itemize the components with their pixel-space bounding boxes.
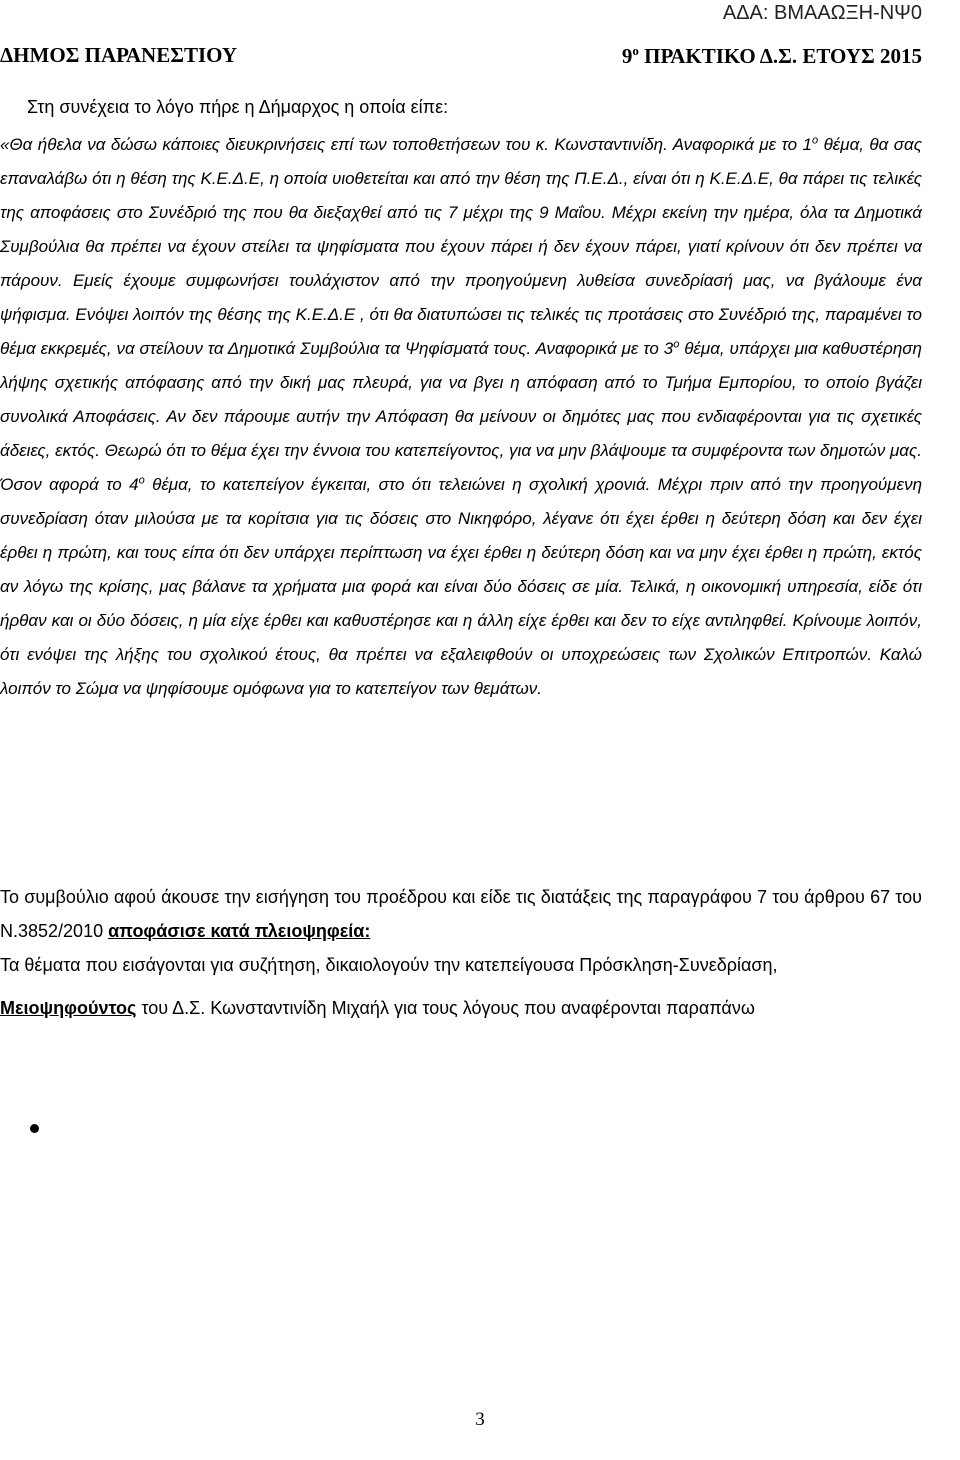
speech-superscript-1: ο [812,134,819,147]
council-decision [0,880,922,1025]
speech-text-1: «Θα ήθελα να δώσω κάποιες διευκρινήσεις επί των τοποθετήσεων του κ. Κωνσταντινίδη. Αναφορικά με το 1 [0,135,813,154]
ada-code: ΑΔΑ: ΒΜΑΑΩΞΗ-ΝΨ0 [722,2,922,24]
speech-text-4: θέμα, το κατεπείγον έγκειται, στο ότι τελειώνει η σχολική χρονιά. Μέχρι πριν από την προηγούμενη συνεδρίαση όταν μιλούσα με τα κορίτσια για τις δόσεις στο Νικηφόρο, λέγανε ότι έχει έρθει η δεύτερη δόση και δεν έχει έρθει η πρώτη, και τους είπα ότι δεν υπάρχει περίπτωση να έχει έρθει η δεύτερη δόση και να μην έχει έρθει η πρώτη, εκτός αν λόγω της κρίσης, μας βάλανε τα χρήματα μια φορά και είναι δύο δόσεις σε μία. Τελικά, η οικονομική υπηρεσία, είδε ότι ήρθαν και οι δύο δόσεις, η μία είχε έρθει και καθυστέρησε και η άλλη είχε έρθει και δεν το είχε αντιληφθεί. Κρίνουμε λοιπόν, ότι ενόψει της λήξης του σχολικού έτους, θα πρέπει να εξαλειφθούν οι υποχρεώσεις των Σχολικών Επιτροπών. Καλώ λοιπόν το Σώμα να ψηφίσουμε ομόφωνα για το κατεπείγον των θεμάτων. [0,475,923,698]
municipality-name: ΔΗΜΟΣ ΠΑΡΑΝΕΣΤΙΟΥ [0,43,238,67]
speech-text-2: θέμα, θα σας επαναλάβω ότι η θέση της Κ.Ε.Δ.Ε, η οποία υιοθετείται και από την θέση της Π.Ε.Δ., είναι ότι η Κ.Ε.Δ.Ε, θα πάρει τις τελικές της αποφάσεις στο Συνέδριό της που θα διεξαχθεί από τις 7 μέχρι της 9 Μαΐου. Μέχρι εκείνη την ημέρα, όλα τα Δημοτικά Συμβούλια θα πρέπει να έχουν στείλει τα ψηφίσματα που έχουν πάρει ή δεν έχουν πάρει, γιατί κρίνουν ότι δεν πρέπει να πάρουν. Εμείς έχουμε συμφωνήσει τουλάχιστον από την προηγούμενη λυθείσα συνεδρίασή μας, να βγάλουμε ένα ψήφισμα. Ενόψει λοιπόν της θέσης της Κ.Ε.Δ.Ε , ότι θα διατυπώσει τις τελικές τις προτάσεις στο Συνέδριό της, παραμένει το θέμα εκκρεμές, να στείλουν τα Δημοτικά Συμβούλια τα Ψηφίσματά τους. Αναφορικά με το 3 [0,135,922,358]
decision-paragraph-2: Τα θέματα που εισάγονται για συζήτηση, δικαιολογούν την κατεπείγουσα Πρόσκληση-Συνεδρίαση, [0,955,778,975]
decision-outcome: αποφάσισε κατά πλειοψηφεία: [108,921,371,941]
mayor-speech [0,128,922,706]
decision-paragraph-1 [0,880,922,948]
speech-text-3: θέμα, υπάρχει μια καθυστέρηση λήψης σχετικής απόφασης από την δική μας πλευρά, για να βγει η απόφαση από το Τμήμα Εμπορίου, το οποίο βγάζει συνολικά Αποφάσεις. Αν δεν πάρουμε αυτήν την Απόφαση θα μείνουν οι δημότες μας που ενδιαφέρονται για τις σχετικές άδειες, εκτός. Θεωρώ ότι το θέμα έχει την έννοια του κατεπείγοντος, για να μην βλάψουμε τα συμφέροντα των δημοτών μας. Όσον αφορά το 4 [0,339,923,494]
speech-paragraph [0,128,922,706]
minority-vote-label: Μειοψηφούντος [0,998,137,1018]
minority-vote-text: του Δ.Σ. Κωνσταντινίδη Μιχαήλ για τους λόγους που αναφέρονται παραπάνω [136,998,755,1018]
speech-superscript-3: ο [138,474,145,487]
minutes-number: 9 [621,44,633,68]
decision-text: Το συμβούλιο αφού άκουσε την εισήγηση του προέδρου και είδε τις διατάξεις της παραγράφου 7 του άρθρου 67 του Ν.3852/2010 [0,887,922,941]
minutes-number-superscript: ο [632,43,639,58]
bullet-point [30,1124,39,1133]
decision-paragraph-3 [0,991,922,1025]
page-number: 3 [475,1409,485,1430]
speech-superscript-2: ο [673,338,680,351]
intro-line: Στη συνέχεια το λόγο πήρε η Δήμαρχος η οποία είπε: [27,97,449,117]
minutes-title-text: ΠΡΑΚΤΙΚΟ Δ.Σ. ΕΤΟΥΣ 2015 [638,44,922,68]
minutes-title [622,43,922,69]
